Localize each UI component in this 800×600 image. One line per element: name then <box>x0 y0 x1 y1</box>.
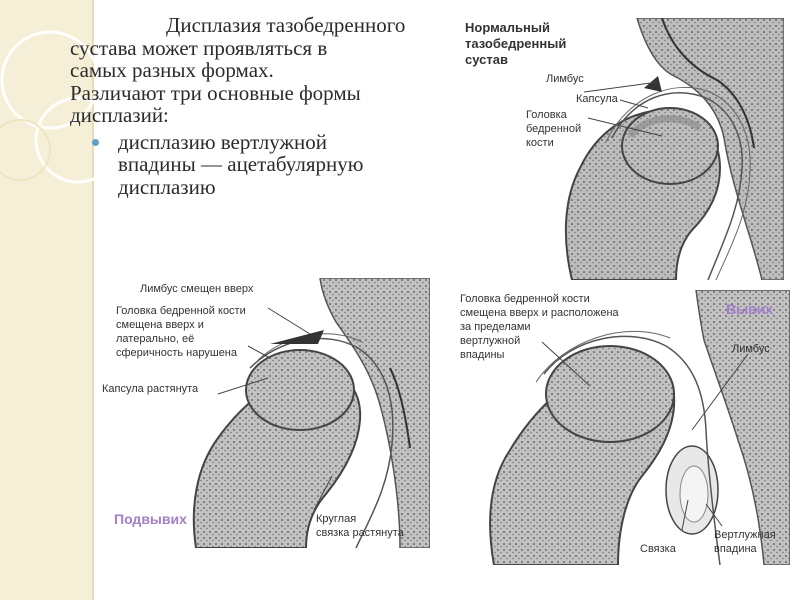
figure-subluxation <box>100 278 430 548</box>
ligament-label: Связка <box>640 543 676 555</box>
normal-title: Нормальный <box>465 20 550 35</box>
femoral-head-displaced-label: сферичность нарушена <box>116 347 237 359</box>
acetabulum-label: Вертлужная <box>714 529 776 541</box>
femoral-head-dislocated-label: впадины <box>460 349 505 361</box>
intro-paragraph <box>70 13 468 127</box>
round-ligament-label: связка растянута <box>316 527 404 539</box>
figure-normal-hip <box>462 18 784 280</box>
capsule-label: Капсула <box>576 93 618 105</box>
dislocation-illustration <box>460 290 790 565</box>
capsule-stretched-label: Капсула растянута <box>102 383 199 395</box>
normal-title: тазобедренный <box>465 36 567 51</box>
limbus-label: Лимбус <box>732 343 770 355</box>
limbus-displaced-label: Лимбус смещен вверх <box>140 283 254 295</box>
acetabulum-label: впадина <box>714 543 757 555</box>
bullet-line: впадины — ацетабулярную <box>118 152 364 176</box>
femoral-head-dislocated-label: Головка бедренной кости <box>460 293 590 305</box>
bullet-item <box>118 131 468 199</box>
femoral-head-label: Головка <box>526 109 567 121</box>
intro-line: дисплазий: <box>70 103 169 127</box>
femoral-head-displaced-label: латерально, её <box>116 333 195 345</box>
intro-line: самых разных формах. <box>70 58 274 82</box>
slide-text <box>70 13 468 199</box>
bullet-line: дисплазию вертлужной <box>118 129 327 154</box>
dislocation-title: Вывих <box>726 301 774 317</box>
intro-line: Дисплазия тазобедренного <box>166 13 406 37</box>
femoral-head-dislocated-label: смещена вверх и расположена <box>460 307 619 319</box>
femoral-head-dislocated-label: вертлужной <box>460 335 521 347</box>
femoral-head-dislocated-label: за пределами <box>460 321 531 333</box>
bullet-line: дисплазию <box>118 174 216 199</box>
intro-line: Различают три основные формы <box>70 80 361 105</box>
bullet-icon <box>92 139 99 146</box>
figure-dislocation <box>460 290 790 565</box>
limbus-label: Лимбус <box>546 73 584 85</box>
intro-line: сустава может проявляться в <box>70 35 328 60</box>
normal-title: сустав <box>465 52 508 67</box>
femoral-head-label: кости <box>526 137 554 149</box>
femoral-head-displaced-label: смещена вверх и <box>116 319 204 331</box>
subluxation-illustration <box>100 278 430 548</box>
femoral-head-label: бедренной <box>526 123 582 135</box>
femoral-head-displaced-label: Головка бедренной кости <box>116 305 246 317</box>
normal-hip-illustration <box>462 18 784 280</box>
subluxation-title: Подвывих <box>114 511 187 527</box>
round-ligament-label: Круглая <box>316 513 357 525</box>
